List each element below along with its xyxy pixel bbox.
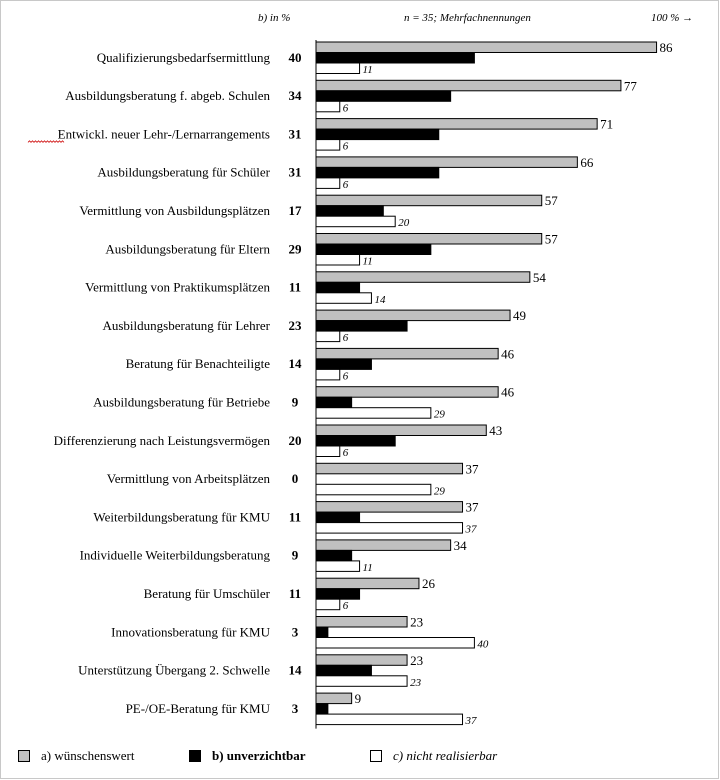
bar-b — [316, 359, 371, 370]
legend-item-a — [18, 748, 135, 764]
a-value-label: 46 — [501, 384, 515, 400]
header-b-label: b) in % — [258, 12, 291, 24]
a-value-label: 37 — [465, 461, 479, 477]
bar-a — [316, 272, 530, 283]
c-value-label: 29 — [433, 408, 445, 421]
a-value-label: 23 — [410, 652, 424, 668]
b-value-label: 3 — [291, 624, 299, 640]
bar-a — [316, 502, 463, 512]
c-value-label: 6 — [342, 447, 349, 459]
legend-label-a: a) wünschenswert — [41, 748, 135, 763]
a-value-label: 77 — [623, 78, 637, 94]
bar-c — [316, 369, 340, 380]
c-value-label: 23 — [410, 676, 422, 689]
b-value-label: 17 — [288, 202, 302, 218]
category-label: Entwickl. neuer Lehr-/Lernarrangements — [57, 126, 270, 142]
category-label: Innovationsberatung für KMU — [111, 624, 270, 640]
bar-a — [316, 540, 451, 551]
bar-a — [316, 348, 498, 359]
a-value-label: 23 — [410, 614, 424, 630]
b-value-label: 14 — [288, 356, 302, 372]
a-value-label: 57 — [544, 193, 558, 209]
bar-a — [316, 80, 621, 91]
bar-a — [316, 234, 542, 245]
category-label: Weiterbildungsberatung für KMU — [93, 509, 270, 525]
bar-c — [316, 293, 371, 304]
b-value-label: 0 — [291, 471, 299, 487]
c-value-label: 6 — [342, 370, 349, 383]
bar-c — [316, 331, 340, 342]
category-label: Individuelle Weiterbildungsberatung — [79, 547, 270, 563]
bar-a — [316, 195, 542, 206]
bar-b — [316, 91, 451, 102]
bar-b — [316, 282, 360, 293]
bar-a — [316, 425, 486, 436]
legend — [18, 748, 718, 770]
bar-b — [316, 704, 328, 715]
b-value-label: 40 — [288, 49, 302, 65]
b-value-label: 31 — [288, 164, 302, 180]
bar-a — [316, 655, 407, 666]
a-value-label: 9 — [354, 691, 362, 707]
c-value-label: 11 — [362, 64, 373, 76]
bar-b — [316, 550, 352, 561]
bar-c — [316, 676, 407, 687]
bar-b — [316, 436, 395, 447]
bar-a — [316, 310, 510, 321]
bar-b — [316, 589, 360, 600]
b-value-label: 9 — [291, 394, 299, 410]
category-label: Ausbildungsberatung f. abgeb. Schulen — [65, 88, 270, 104]
c-value-label: 37 — [465, 523, 477, 536]
c-value-label: 37 — [465, 715, 477, 728]
bar-c — [316, 484, 431, 495]
c-value-label: 40 — [477, 638, 489, 651]
bar-b — [316, 244, 431, 255]
c-value-label: 14 — [374, 293, 386, 306]
bar-b — [316, 129, 439, 140]
bar-c — [316, 101, 340, 112]
b-value-label: 34 — [288, 88, 302, 104]
a-value-label: 37 — [465, 499, 479, 515]
a-value-label: 34 — [453, 537, 467, 553]
b-value-label: 20 — [288, 432, 302, 448]
bar-c — [316, 63, 360, 74]
category-label: PE-/OE-Beratung für KMU — [125, 700, 270, 716]
bar-b — [316, 53, 474, 64]
category-label: Ausbildungsberatung für Schüler — [97, 164, 270, 180]
b-value-label: 11 — [288, 585, 302, 601]
c-value-label: 6 — [342, 600, 349, 613]
b-value-label: 9 — [291, 547, 299, 563]
bar-b — [316, 321, 407, 332]
bar-a — [316, 157, 577, 168]
header-n-label: n = 35; Mehrfachnennungen — [404, 12, 531, 24]
a-value-label: 46 — [501, 346, 515, 362]
bar-c — [316, 561, 360, 572]
b-value-label: 11 — [288, 279, 302, 295]
bar-c — [316, 446, 340, 457]
bar-c — [316, 255, 360, 266]
legend-label-c: c) nicht realisierbar — [393, 748, 498, 763]
category-label: Qualifizierungsbedarfsermittlung — [96, 49, 270, 65]
c-value-label: 29 — [433, 485, 445, 498]
bar-b — [316, 167, 439, 178]
legend-swatch-b — [189, 750, 201, 762]
a-value-label: 57 — [544, 231, 558, 247]
category-label: Ausbildungsberatung für Betriebe — [93, 394, 270, 410]
category-label: Ausbildungsberatung für Eltern — [105, 241, 270, 257]
bar-a — [316, 387, 498, 398]
c-value-label: 6 — [342, 140, 349, 153]
bar-c — [316, 140, 340, 151]
c-value-label: 6 — [342, 332, 349, 345]
b-value-label: 23 — [288, 317, 302, 333]
b-value-label: 3 — [291, 700, 299, 716]
c-value-label: 20 — [398, 217, 410, 230]
a-value-label: 43 — [489, 423, 503, 438]
category-label: Beratung für Umschüler — [143, 585, 270, 601]
bar-c — [316, 714, 463, 725]
bar-c — [316, 216, 395, 227]
bar-a — [316, 578, 419, 589]
category-label: Ausbildungsberatung für Lehrer — [102, 317, 270, 333]
legend-swatch-c — [370, 750, 382, 762]
category-label: Differenzierung nach Leistungsvermögen — [53, 432, 270, 448]
c-value-label: 6 — [342, 102, 349, 115]
a-value-label: 66 — [580, 154, 594, 170]
a-value-label: 54 — [532, 269, 546, 285]
a-value-label: 49 — [513, 308, 527, 324]
bar-b — [316, 206, 383, 217]
category-label: Vermittlung von Praktikumsplätzen — [85, 279, 270, 295]
bar-c — [316, 408, 431, 419]
bar-c — [316, 178, 340, 189]
bar-b — [316, 627, 328, 638]
legend-swatch-a — [18, 750, 30, 762]
legend-item-c — [370, 748, 497, 764]
c-value-label: 11 — [362, 561, 373, 574]
b-value-label: 11 — [288, 509, 302, 525]
bar-a — [316, 42, 657, 53]
b-value-label: 31 — [288, 126, 302, 142]
a-value-label: 26 — [421, 576, 435, 592]
a-value-label: 71 — [600, 116, 614, 132]
bar-b — [316, 665, 371, 676]
category-label: Unterstützung Übergang 2. Schwelle — [78, 662, 270, 678]
bar-c — [316, 599, 340, 610]
c-value-label: 6 — [342, 178, 349, 191]
bar-b — [316, 397, 352, 408]
header-scale-label: 100 % → — [651, 12, 694, 24]
bar-c — [316, 523, 463, 534]
category-label: Beratung für Benachteiligte — [125, 356, 270, 372]
bar-c — [316, 638, 474, 649]
c-value-label: 11 — [362, 255, 373, 268]
bar-a — [316, 463, 463, 474]
b-value-label: 14 — [288, 662, 302, 678]
bar-a — [316, 119, 597, 130]
category-label: Vermittlung von Ausbildungsplätzen — [79, 202, 270, 218]
legend-item-b — [189, 748, 306, 764]
a-value-label: 86 — [659, 40, 673, 55]
legend-label-b: b) unverzichtbar — [212, 748, 306, 763]
bar-a — [316, 617, 407, 628]
b-value-label: 29 — [288, 241, 302, 257]
category-label: Vermittlung von Arbeitsplätzen — [106, 471, 270, 487]
bar-a — [316, 693, 352, 704]
bar-b — [316, 512, 360, 523]
